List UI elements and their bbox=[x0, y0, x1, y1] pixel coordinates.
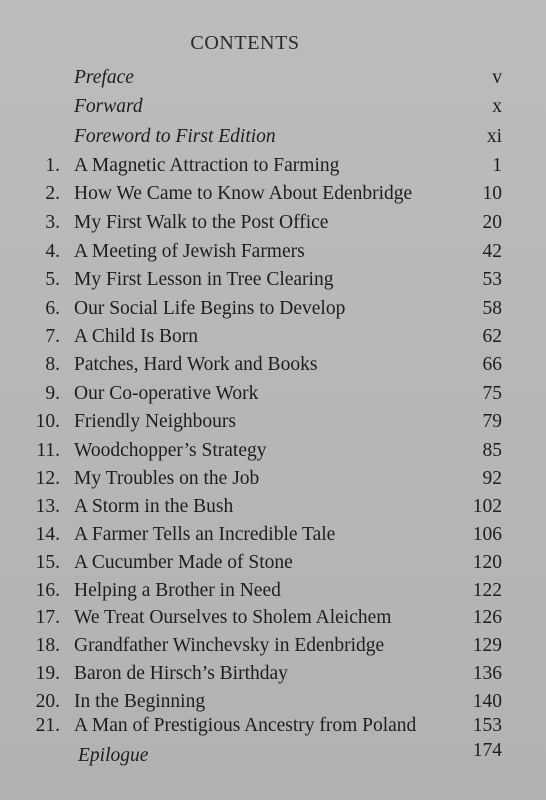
toc-title: A Child Is Born bbox=[74, 326, 199, 347]
toc-page: 10 bbox=[482, 183, 502, 204]
toc-entry bbox=[0, 323, 546, 351]
toc-entry bbox=[0, 521, 546, 549]
toc-page: 79 bbox=[482, 411, 502, 432]
chapter-number: 15. bbox=[35, 552, 60, 573]
toc-entry bbox=[0, 408, 546, 436]
toc-entry bbox=[0, 632, 546, 660]
toc-title: Grandfather Winchevsky in Edenbridge bbox=[74, 635, 385, 656]
toc-page: 129 bbox=[472, 635, 502, 656]
toc-page: x bbox=[492, 96, 502, 117]
toc-title: Preface bbox=[74, 67, 134, 88]
toc-page: 136 bbox=[472, 663, 502, 684]
chapter-number: 5. bbox=[45, 269, 60, 290]
chapter-number: 11. bbox=[36, 440, 60, 461]
toc-entry bbox=[0, 180, 546, 208]
chapter-number: 21. bbox=[35, 715, 60, 736]
toc-title: We Treat Ourselves to Sholem Aleichem bbox=[74, 607, 392, 628]
toc-title: A Storm in the Bush bbox=[74, 496, 234, 517]
toc-entry bbox=[0, 437, 546, 465]
toc-page: 102 bbox=[472, 496, 502, 517]
chapter-number: 16. bbox=[35, 580, 60, 601]
toc-page: 126 bbox=[472, 607, 502, 628]
toc-page: 120 bbox=[472, 552, 502, 573]
chapter-number: 2. bbox=[45, 183, 60, 204]
toc-title: Helping a Brother in Need bbox=[74, 580, 281, 601]
toc-title: A Magnetic Attraction to Farming bbox=[74, 155, 340, 176]
toc-title: Woodchopper’s Strategy bbox=[74, 440, 267, 461]
toc-entry-forward bbox=[0, 93, 546, 121]
chapter-number: 3. bbox=[45, 212, 60, 233]
page-title: CONTENTS bbox=[190, 32, 300, 54]
toc-page: 85 bbox=[482, 440, 502, 461]
toc-page: 122 bbox=[472, 580, 502, 601]
toc-title: In the Beginning bbox=[74, 691, 206, 712]
chapter-number: 1. bbox=[45, 155, 60, 176]
toc-entry bbox=[0, 493, 546, 521]
chapter-number: 17. bbox=[35, 607, 60, 628]
toc-page: 20 bbox=[482, 212, 502, 233]
toc-title: A Man of Prestigious Ancestry from Poland bbox=[74, 715, 417, 736]
toc-title: Forward bbox=[74, 96, 143, 117]
chapter-number: 18. bbox=[35, 635, 60, 656]
toc-entry bbox=[0, 577, 546, 605]
toc-page: 62 bbox=[482, 326, 502, 347]
toc-entry bbox=[0, 266, 546, 294]
toc-entry bbox=[0, 712, 546, 740]
toc-entry-epilogue bbox=[0, 742, 546, 770]
chapter-number: 19. bbox=[35, 663, 60, 684]
toc-entry bbox=[0, 604, 546, 632]
toc-title: My First Lesson in Tree Clearing bbox=[74, 269, 334, 290]
chapter-number: 6. bbox=[45, 298, 60, 319]
toc-page: 174 bbox=[472, 740, 502, 761]
toc-title: A Cucumber Made of Stone bbox=[74, 552, 293, 573]
toc-title: Friendly Neighbours bbox=[74, 411, 236, 432]
toc-title: Baron de Hirsch’s Birthday bbox=[74, 663, 288, 684]
toc-entry bbox=[0, 238, 546, 266]
toc-entry bbox=[0, 465, 546, 493]
toc-title: My Troubles on the Job bbox=[74, 468, 260, 489]
toc-page: 42 bbox=[482, 241, 502, 262]
chapter-number: 12. bbox=[35, 468, 60, 489]
chapter-number: 20. bbox=[35, 691, 60, 712]
toc-entry bbox=[0, 549, 546, 577]
toc-page: 75 bbox=[482, 383, 502, 404]
toc-page: xi bbox=[486, 126, 502, 147]
chapter-number: 8. bbox=[45, 354, 60, 375]
toc-entry-preface bbox=[0, 64, 546, 92]
toc-page: 153 bbox=[472, 715, 502, 736]
toc-title: Our Social Life Begins to Develop bbox=[74, 298, 346, 319]
toc-page: 53 bbox=[482, 269, 502, 290]
toc-title: Epilogue bbox=[78, 745, 149, 766]
chapter-number: 14. bbox=[35, 524, 60, 545]
toc-entry bbox=[0, 152, 546, 180]
chapter-number: 9. bbox=[45, 383, 60, 404]
chapter-number: 7. bbox=[45, 326, 60, 347]
chapter-number: 10. bbox=[35, 411, 60, 432]
toc-entry bbox=[0, 209, 546, 237]
toc-title: Foreword to First Edition bbox=[74, 126, 276, 147]
toc-page: 140 bbox=[472, 691, 502, 712]
toc-page: 92 bbox=[482, 468, 502, 489]
toc-title: A Meeting of Jewish Farmers bbox=[74, 241, 305, 262]
chapter-number: 13. bbox=[35, 496, 60, 517]
toc-title: Our Co-operative Work bbox=[74, 383, 259, 404]
toc-entry bbox=[0, 660, 546, 688]
toc-entry bbox=[0, 380, 546, 408]
chapter-number: 4. bbox=[45, 241, 60, 262]
toc-title: My First Walk to the Post Office bbox=[74, 212, 329, 233]
toc-entry bbox=[0, 295, 546, 323]
toc-page: 1 bbox=[492, 155, 502, 176]
toc-page: 58 bbox=[482, 298, 502, 319]
toc-entry-foreword bbox=[0, 123, 546, 151]
toc-page: 66 bbox=[482, 354, 502, 375]
toc-entry bbox=[0, 351, 546, 379]
toc-title: How We Came to Know About Edenbridge bbox=[74, 183, 413, 204]
toc-title: Patches, Hard Work and Books bbox=[74, 354, 318, 375]
toc-title: A Farmer Tells an Incredible Tale bbox=[74, 524, 336, 545]
toc-page: v bbox=[492, 67, 502, 88]
toc-page: 106 bbox=[472, 524, 502, 545]
